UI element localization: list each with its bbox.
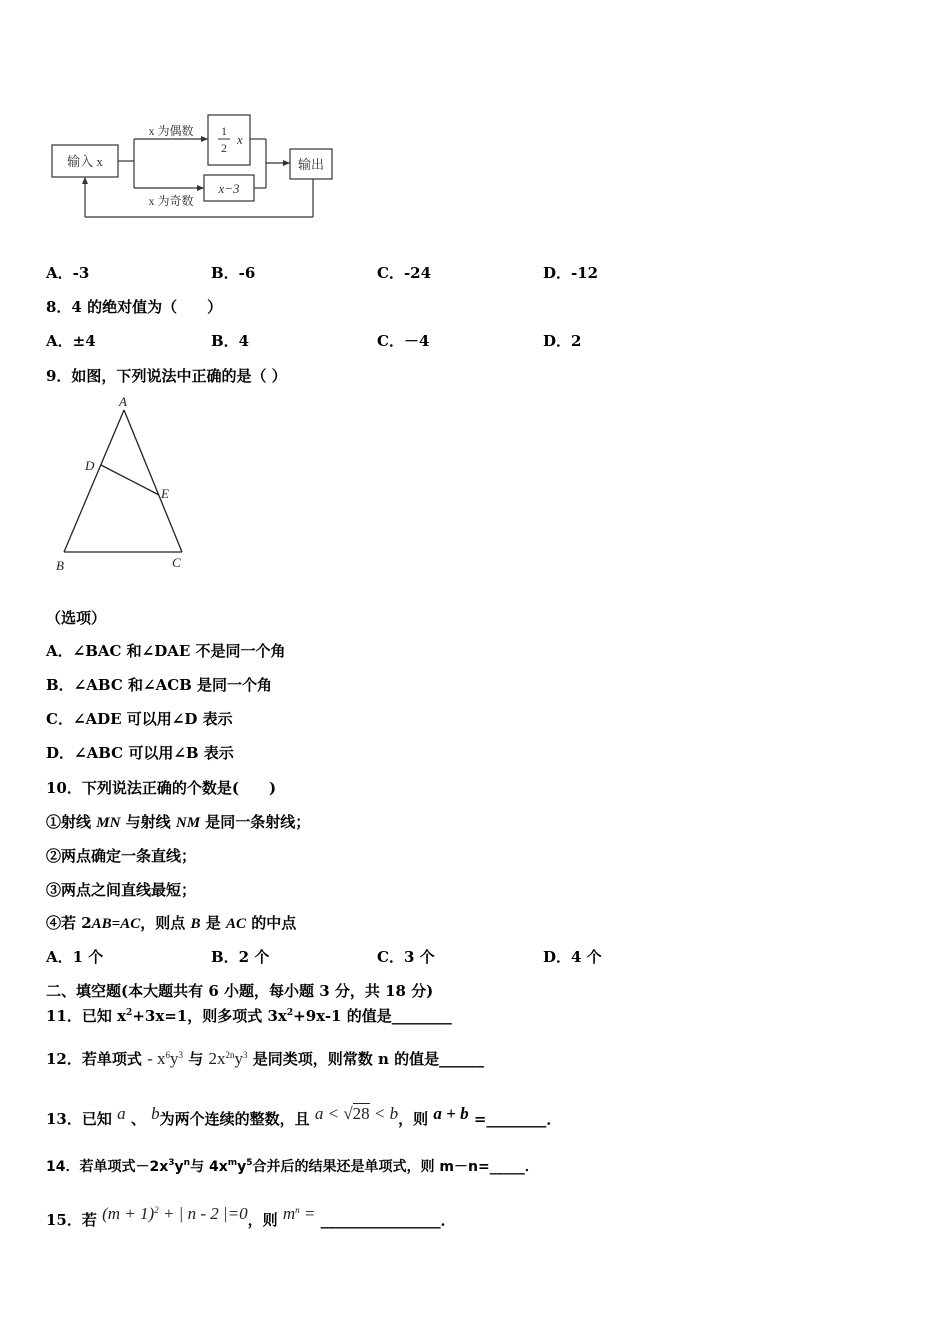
q11-exp2: 2 [286, 1008, 294, 1018]
q12-m2y: y [234, 1049, 244, 1068]
half-denominator: 2 [221, 141, 227, 155]
q10-statement-3: ③两点之间直线最短； [46, 881, 197, 899]
q12-monomial-2 [209, 1049, 248, 1068]
q13-radicand: 28 [352, 1104, 370, 1123]
point-b-label: B [56, 558, 64, 573]
half-x: x [237, 132, 243, 147]
s1-mn: MN [96, 815, 121, 831]
point-d-label: D [85, 458, 95, 473]
q10-statement-1 [46, 811, 310, 832]
output-label: 输出 [297, 157, 325, 172]
s4-ac: AC [225, 916, 246, 932]
q8-option-a: A．±4 [46, 332, 96, 350]
q15-n: n [295, 1205, 300, 1215]
q15 [46, 1204, 456, 1230]
q13-ineq-b: < b [373, 1104, 399, 1123]
s4-b: B [190, 916, 201, 932]
s4-mid2: 是 [200, 914, 226, 932]
q12 [46, 1048, 484, 1069]
q9-stem: 9．如图，下列说法中正确的是（ ） [46, 367, 287, 385]
q10-option-c: C．3 个 [377, 948, 435, 966]
s4-eq: AB=AC [91, 916, 141, 932]
q9-option-d: D．∠ABC 可以用∠B 表示 [46, 744, 234, 762]
q12-mid: 与 [188, 1050, 204, 1068]
q15-then: ，则 [247, 1211, 278, 1229]
q9-option-c: C．∠ADE 可以用∠D 表示 [46, 710, 233, 728]
q10-option-d: D．4 个 [543, 948, 602, 966]
s1-nm: NM [175, 815, 201, 831]
q11-mid: +3x=1，则多项式 3x [132, 1007, 287, 1025]
q10-statement-2: ②两点确定一条直线； [46, 847, 197, 865]
q14-y1: y [174, 1159, 184, 1175]
q12-m1ye: 3 [178, 1050, 184, 1060]
q12-m1e: 6 [165, 1050, 171, 1060]
q15-eq: = [299, 1204, 316, 1223]
point-e-label: E [161, 486, 169, 501]
q15-power [283, 1204, 316, 1223]
q8-option-d: D．2 [543, 332, 582, 350]
q13-inequality [315, 1103, 398, 1123]
q15-m: m [282, 1204, 296, 1223]
q14-pre: 14．若单项式－2x [46, 1159, 169, 1175]
q12-m2ye: 3 [243, 1050, 248, 1060]
q12-m1y: y [170, 1049, 179, 1068]
q8-option-c: C．－4 [377, 332, 430, 350]
triangle-figure [46, 390, 196, 575]
s1-post: 是同一条射线； [200, 813, 311, 831]
sqrt-icon: √ [343, 1104, 353, 1123]
s4-pre: ④若 2 [46, 914, 92, 932]
q14-post: 合并后的结果还是单项式，则 m－n=_____． [252, 1159, 539, 1175]
q10-option-b: B．2 个 [211, 948, 270, 966]
q13-ineq-a: a < [314, 1104, 340, 1123]
q15-blank: ________________． [320, 1211, 456, 1229]
q13-a: a [117, 1104, 126, 1123]
q14-e2: n [183, 1158, 191, 1168]
input-label: 输入 x [67, 154, 103, 169]
minus3-label: x−3 [218, 181, 240, 196]
q12-m2: 2x [208, 1049, 226, 1068]
q10-stem: 10．下列说法正确的个数是( ) [46, 779, 277, 797]
q9-options-label: （选项） [46, 609, 107, 627]
q7-option-c: C．-24 [377, 264, 432, 282]
q11 [46, 1005, 452, 1026]
q12-monomial-1 [147, 1049, 183, 1068]
half-box [208, 115, 250, 165]
q13-mid: 为两个连续的整数，且 [159, 1110, 310, 1128]
q10-statement-4 [46, 912, 296, 933]
q12-post: 是同类项，则常数 n 的值是______ [252, 1050, 485, 1068]
s1-mid: 与射线 [120, 813, 176, 831]
half-numerator: 1 [221, 124, 227, 138]
s4-post: 的中点 [245, 914, 297, 932]
q13-sep: 、 [130, 1110, 146, 1128]
q14-e1: 3 [168, 1158, 175, 1168]
section-2-heading: 二、填空题(本大题共有 6 小题，每小题 3 分，共 18 分) [46, 982, 434, 1000]
q12-pre: 12．若单项式 [46, 1050, 142, 1068]
q14-y2: y [237, 1159, 247, 1175]
q13-then: ，则 [398, 1110, 429, 1128]
q12-m2e: 2n [225, 1050, 235, 1060]
q12-m1: - x [147, 1049, 166, 1068]
q10-option-a: A．1 个 [46, 948, 104, 966]
flowchart [40, 105, 350, 225]
q13-pre: 13．已知 [46, 1110, 112, 1128]
q11-post: +9x-1 的值是________ [293, 1007, 452, 1025]
q9-option-b: B．∠ABC 和∠ACB 是同一个角 [46, 676, 273, 694]
point-a-label: A [119, 394, 127, 409]
q14-e4: 5 [246, 1158, 253, 1168]
q15-pre: 15．若 [46, 1211, 97, 1229]
q9-option-a: A．∠BAC 和∠DAE 不是同一个角 [46, 642, 286, 660]
point-c-label: C [172, 555, 181, 570]
q11-pre: 11．已知 x [46, 1007, 127, 1025]
q8-option-b: B．4 [211, 332, 250, 350]
q13-sum: a + b [433, 1104, 469, 1123]
q7-option-b: B．-6 [211, 264, 256, 282]
q15-exp: 2 [154, 1205, 159, 1215]
q7-option-d: D．-12 [543, 264, 599, 282]
q15-expr2: + | n - 2 |=0 [158, 1204, 248, 1223]
q13 [46, 1104, 561, 1129]
q15-expression [102, 1204, 248, 1223]
q7-option-a: A．-3 [46, 264, 90, 282]
q11-exp1: 2 [126, 1008, 133, 1018]
s4-mid: ，则点 [140, 914, 191, 932]
q8-stem: 8．4 的绝对值为（ ） [46, 298, 223, 316]
q14-e3: m [227, 1158, 238, 1168]
q15-expr: (m + 1) [102, 1204, 155, 1223]
q13-b: b [151, 1104, 160, 1123]
even-label: x 为偶数 [148, 124, 194, 138]
q14 [46, 1156, 539, 1176]
odd-label: x 为奇数 [148, 194, 194, 208]
s1-pre: ①射线 [46, 813, 97, 831]
q13-post: =________． [473, 1110, 562, 1128]
q14-mid: 与 4x [190, 1159, 228, 1175]
